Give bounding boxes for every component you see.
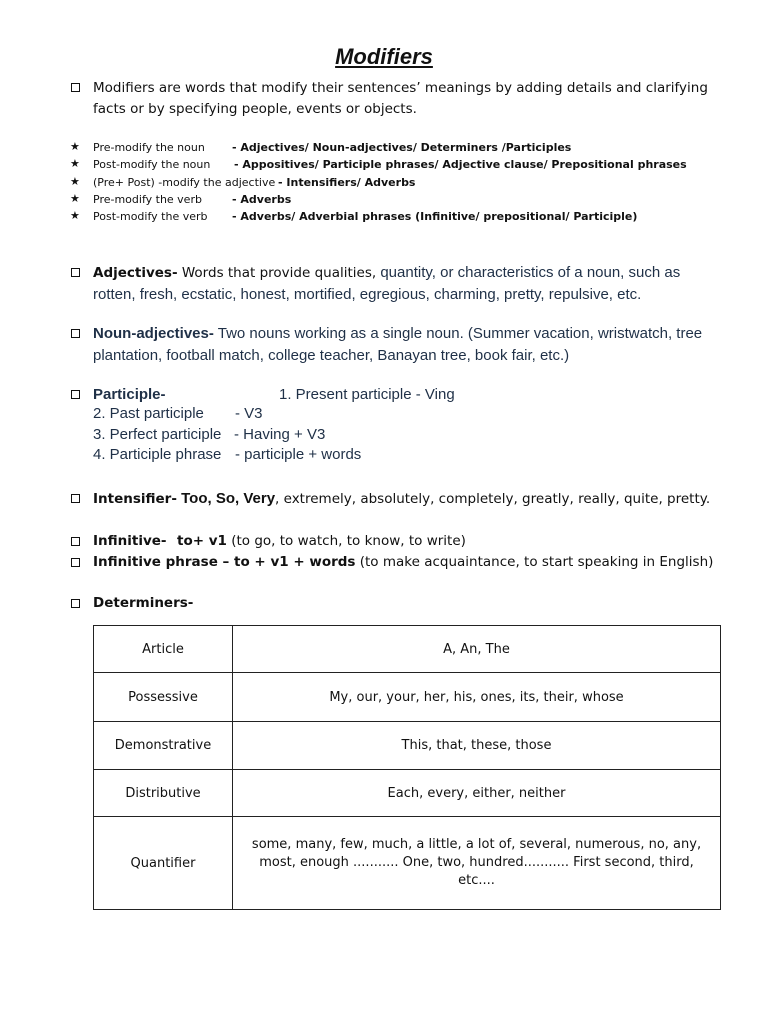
checkbox-icon bbox=[71, 390, 80, 399]
page-title: Modifiers bbox=[335, 44, 433, 69]
participle-value: - participle + words bbox=[235, 446, 362, 463]
section-heading: Participle- bbox=[93, 386, 166, 403]
participle-value: - Having + V3 bbox=[234, 426, 326, 443]
table-row bbox=[94, 722, 721, 770]
determiners-table bbox=[93, 625, 721, 910]
section-text: plantation, football match, college teacher, Banayan tree, book fair, etc.) bbox=[93, 347, 570, 364]
table-row bbox=[94, 626, 721, 673]
bullet-value: - Adjectives/ Noun-adjectives/ Determiners /Participles bbox=[232, 141, 572, 154]
star-icon: ★ bbox=[70, 140, 80, 153]
section-heading: Infinitive phrase – to + v1 + words bbox=[93, 554, 356, 570]
list-item bbox=[93, 426, 326, 443]
determiner-type: Possessive bbox=[94, 673, 233, 722]
infinitive-section bbox=[71, 531, 731, 552]
checkbox-icon bbox=[71, 558, 80, 567]
checkbox-icon bbox=[71, 537, 80, 546]
noun-adjectives-section bbox=[71, 323, 731, 367]
adjectives-section bbox=[71, 262, 731, 306]
intro-text: Modifiers are words that modify their sentences’ meanings by adding details and clarifying facts or by specifying people, events or objects. bbox=[93, 80, 708, 117]
section-text: (to make acquaintance, to start speaking in English) bbox=[355, 554, 714, 570]
bullet-label: Post-modify the verb bbox=[93, 210, 208, 223]
bullet-label: (Pre+ Post) -modify the adjective bbox=[93, 176, 276, 189]
table-row bbox=[94, 770, 721, 817]
section-text: (to go, to watch, to know, to write) bbox=[226, 533, 466, 549]
section-formula: to+ v1 bbox=[176, 533, 227, 549]
infinitive-phrase-section bbox=[71, 552, 731, 573]
determiner-type: Distributive bbox=[94, 770, 233, 817]
section-text: quantity, or characteristics of a noun, such as bbox=[376, 264, 681, 281]
checkbox-icon bbox=[71, 599, 80, 608]
section-text: Two nouns working as a single noun. (Summer vacation, wristwatch, tree bbox=[213, 325, 703, 342]
checkbox-icon bbox=[71, 83, 80, 92]
star-icon: ★ bbox=[70, 175, 80, 188]
participle-value: - V3 bbox=[235, 405, 263, 422]
intensifier-section bbox=[71, 488, 731, 510]
bullet-value: - Adverbs/ Adverbial phrases (Infinitive/ prepositional/ Participle) bbox=[232, 210, 638, 223]
table-row bbox=[94, 817, 721, 910]
section-text: rotten, fresh, ecstatic, honest, mortified, egregious, charming, pretty, repulsive, etc. bbox=[93, 286, 642, 303]
list-item bbox=[279, 384, 455, 405]
determiner-examples: A, An, The bbox=[233, 626, 721, 673]
determiner-examples: This, that, these, those bbox=[233, 722, 721, 770]
table-row bbox=[94, 673, 721, 722]
determiner-examples: Each, every, either, neither bbox=[233, 770, 721, 817]
section-heading: Intensifier- bbox=[93, 491, 177, 507]
determiner-type: Demonstrative bbox=[94, 722, 233, 770]
section-text: , extremely, absolutely, completely, greatly, really, quite, pretty. bbox=[275, 491, 711, 507]
list-item bbox=[93, 446, 362, 463]
participle-label: 1. Present participle bbox=[279, 386, 412, 403]
determiner-type: Quantifier bbox=[94, 817, 233, 910]
bullet-label: Pre-modify the noun bbox=[93, 141, 205, 154]
section-heading: Infinitive- bbox=[93, 533, 167, 549]
participle-label: 2. Past participle bbox=[93, 405, 204, 422]
checkbox-icon bbox=[71, 329, 80, 338]
participle-label: 3. Perfect participle bbox=[93, 426, 222, 443]
determiners-section bbox=[71, 593, 731, 614]
determiner-examples: My, our, your, her, his, ones, its, their, whose bbox=[233, 673, 721, 722]
bullet-value: - Intensifiers/ Adverbs bbox=[278, 176, 416, 189]
bullet-value: - Appositives/ Participle phrases/ Adjective clause/ Prepositional phrases bbox=[234, 158, 687, 171]
section-heading: Noun-adjectives- bbox=[93, 325, 214, 342]
checkbox-icon bbox=[71, 268, 80, 277]
star-icon: ★ bbox=[70, 157, 80, 170]
bullet-label: Post-modify the noun bbox=[93, 158, 211, 171]
star-icon: ★ bbox=[70, 209, 80, 222]
list-item bbox=[93, 405, 263, 422]
section-heading: Determiners- bbox=[93, 595, 194, 611]
determiner-type: Article bbox=[94, 626, 233, 673]
participle-label: 4. Participle phrase bbox=[93, 446, 222, 463]
determiner-examples: some, many, few, much, a little, a lot of, several, numerous, no, any, most, enough ........... One, two, hundred........... First second, third, etc.... bbox=[233, 817, 721, 910]
intro-paragraph bbox=[71, 78, 711, 120]
participle-value: - Ving bbox=[415, 386, 455, 403]
checkbox-icon bbox=[71, 494, 80, 503]
bullet-label: Pre-modify the verb bbox=[93, 193, 202, 206]
bullet-value: - Adverbs bbox=[232, 193, 292, 206]
section-heading: Adjectives- bbox=[93, 265, 178, 281]
section-emphasis: Too, So, Very bbox=[176, 490, 276, 507]
section-text: Words that provide qualities, bbox=[177, 265, 377, 281]
star-icon: ★ bbox=[70, 192, 80, 205]
